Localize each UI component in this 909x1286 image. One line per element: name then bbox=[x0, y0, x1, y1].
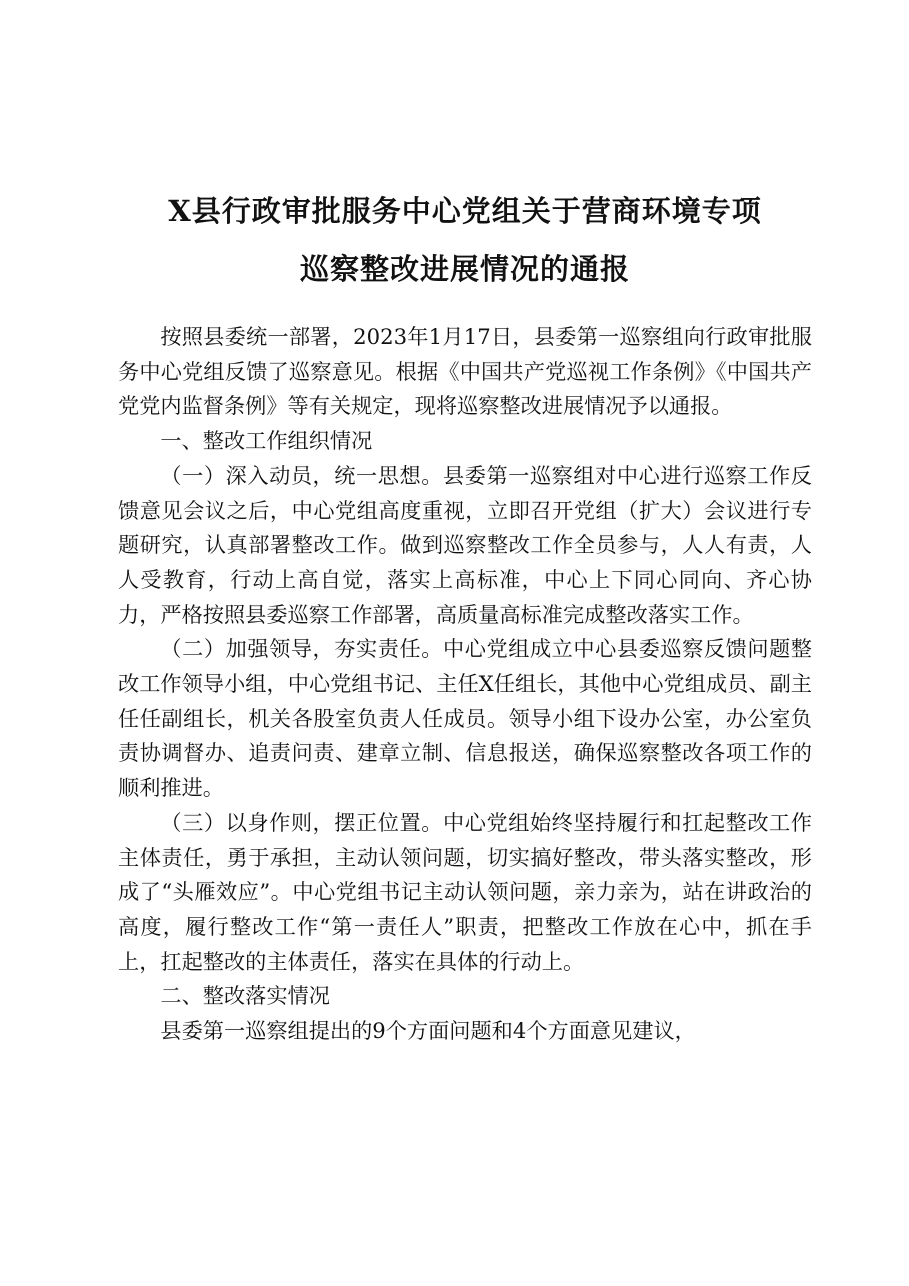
title-line-2: 巡察整改进展情况的通报 bbox=[299, 252, 630, 286]
document-title bbox=[118, 182, 812, 298]
document-body bbox=[118, 320, 812, 1049]
title-line-1: X县行政审批服务中心党组关于营商环境专项 bbox=[168, 194, 762, 228]
subsection-paragraph-2: （二）加强领导，夯实责任。中心党组成立中心县委巡察反馈问题整改工作领导小组，中心党组书记、主任X任组长，其他中心党组成员、副主任任副组长，机关各股室负责人任成员。领导小组下设办公室，办公室负责协调督办、追责问责、建章立制、信息报送，确保巡察整改各项工作的顺利推进。 bbox=[118, 636, 812, 801]
section-heading-1: 一、整改工作组织情况 bbox=[160, 428, 373, 454]
document-page bbox=[118, 182, 812, 1049]
section-heading-2: 二、整改落实情况 bbox=[160, 983, 330, 1009]
subsection-paragraph-1: （一）深入动员，统一思想。县委第一巡察组对中心进行巡察工作反馈意见会议之后，中心党组高度重视，立即召开党组（扩大）会议进行专题研究，认真部署整改工作。做到巡察整改工作全员参与，人人有责，人人受教育，行动上高自觉，落实上高标准，中心上下同心同向、齐心协力，严格按照县委巡察工作部署，高质量高标准完成整改落实工作。 bbox=[118, 462, 812, 627]
intro-paragraph: 按照县委统一部署，2023年1月17日，县委第一巡察组向行政审批服务中心党组反馈了巡察意见。根据《中国共产党巡视工作条例》《中国共产党党内监督条例》等有关规定，现将巡察整改进展情况予以通报。 bbox=[118, 324, 812, 419]
subsection-paragraph-3: （三）以身作则，摆正位置。中心党组始终坚持履行和扛起整改工作主体责任，勇于承担，主动认领问题，切实搞好整改，带头落实整改，形成了“头雁效应”。中心党组书记主动认领问题，亲力亲为，站在讲政治的高度，履行整改工作“第一责任人”职责，把整改工作放在心中，抓在手上，扛起整改的主体责任，落实在具体的行动上。 bbox=[118, 809, 812, 974]
section-2-paragraph: 县委第一巡察组提出的9个方面问题和4个方面意见建议， bbox=[160, 1018, 696, 1044]
